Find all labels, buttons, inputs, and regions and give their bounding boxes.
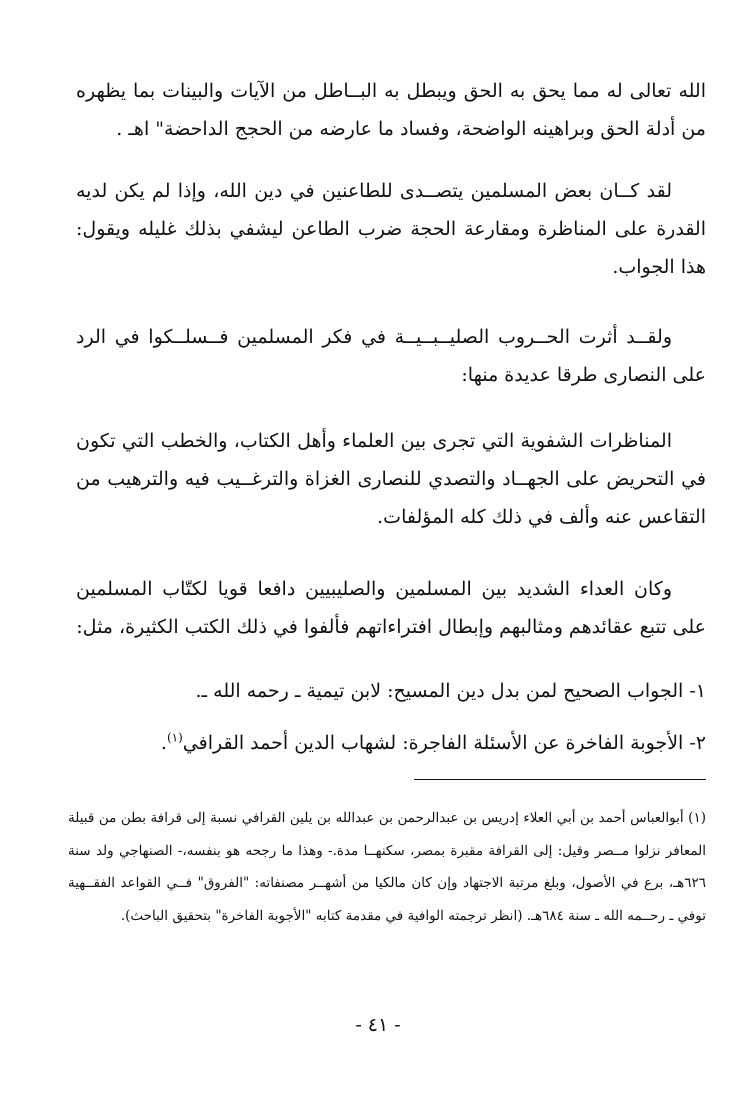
footnote-reference[interactable]: (١) [166, 730, 183, 745]
footnote-divider [414, 779, 706, 780]
page-number: - ٤١ - [355, 1014, 401, 1036]
paragraph-refuters: لقد كــان بعض المسلمين يتصــدى للطاعنين في دين الله، وإذا لم يكن لديه القدرة على المناظرة ومقارعة الحجة ضرب الطاعن ليشفي بذلك غليله ويقول: هذا الجواب. [76, 180, 706, 278]
footnote-text: أبوالعباس أحمد بن أبي العلاء إدريس بن عبدالرحمن بن عبدالله بن يلين القرافي نسبة إلى قرافة بطن من قبيلة المعافر نزلوا مــصر وقيل: إلى القرافة مقبرة بمصر، سكنهــا مدة.- وهذا ما رجحه هو بنفسه،- الصنهاجي ولد سنة ٦٢٦هـ، برع في الأصول، وبلغ مرتبة الاجتهاد وإن كان مالكيا من أشهــر مصنفاته: "الفروق" فــي القواعد الفقــهية توفي ـ رحــمه الله ـ سنة ٦٨٤هـ. (انظر ترجمته الوافية في مقدمة كتابه "الأجوبة الفاخرة" بتحقيق الباحث). [68, 810, 706, 924]
footnote-number: (١) [688, 810, 706, 826]
footnote [68, 802, 706, 932]
list-item [66, 672, 706, 710]
list-item-trailing: . [160, 732, 167, 754]
list-item-number: ٢- [689, 732, 706, 754]
list-item-text: الأجوبة الفاخرة عن الأسئلة الفاجرة: لشهاب الدين أحمد القرافي [182, 732, 684, 754]
list-item-number: ١- [689, 680, 706, 702]
paragraph-hostility: وكان العداء الشديد بين المسلمين والصليبيين دافعا قويا لكتّاب المسلمين على تتبع عقائدهم ومثالبهم وإبطال افتراءاتهم فألفوا في ذلك الكتب الكثيرة، مثل: [76, 578, 706, 638]
list-item [66, 724, 706, 762]
list-item-text: الجواب الصحيح لمن بدل دين المسيح: لابن تيمية ـ رحمه الله ـ. [195, 680, 684, 702]
paragraph-crusades-effect: ولقــد أثرت الحــروب الصليــبــيــة في فكر المسلمين فــسلــكوا في الرد على النصارى طرقا عديدة منها: [76, 326, 706, 386]
paragraph-quote-ending: الله تعالى له مما يحق به الحق ويبطل به البــاطل من الآيات والبينات بما يظهره من أدلة الحق وبراهينه الواضحة، وفساد ما عارضه من الحجج الداحضة" اهـ . [76, 80, 706, 140]
paragraph-oral-debates: المناظرات الشفوية التي تجرى بين العلماء وأهل الكتاب، والخطب التي تكون في التحريض على الجهــاد والتصدي للنصارى الغزاة والترغــيب فيه والترهيب من التقاعس عنه وألف في ذلك كله المؤلفات. [76, 430, 706, 528]
